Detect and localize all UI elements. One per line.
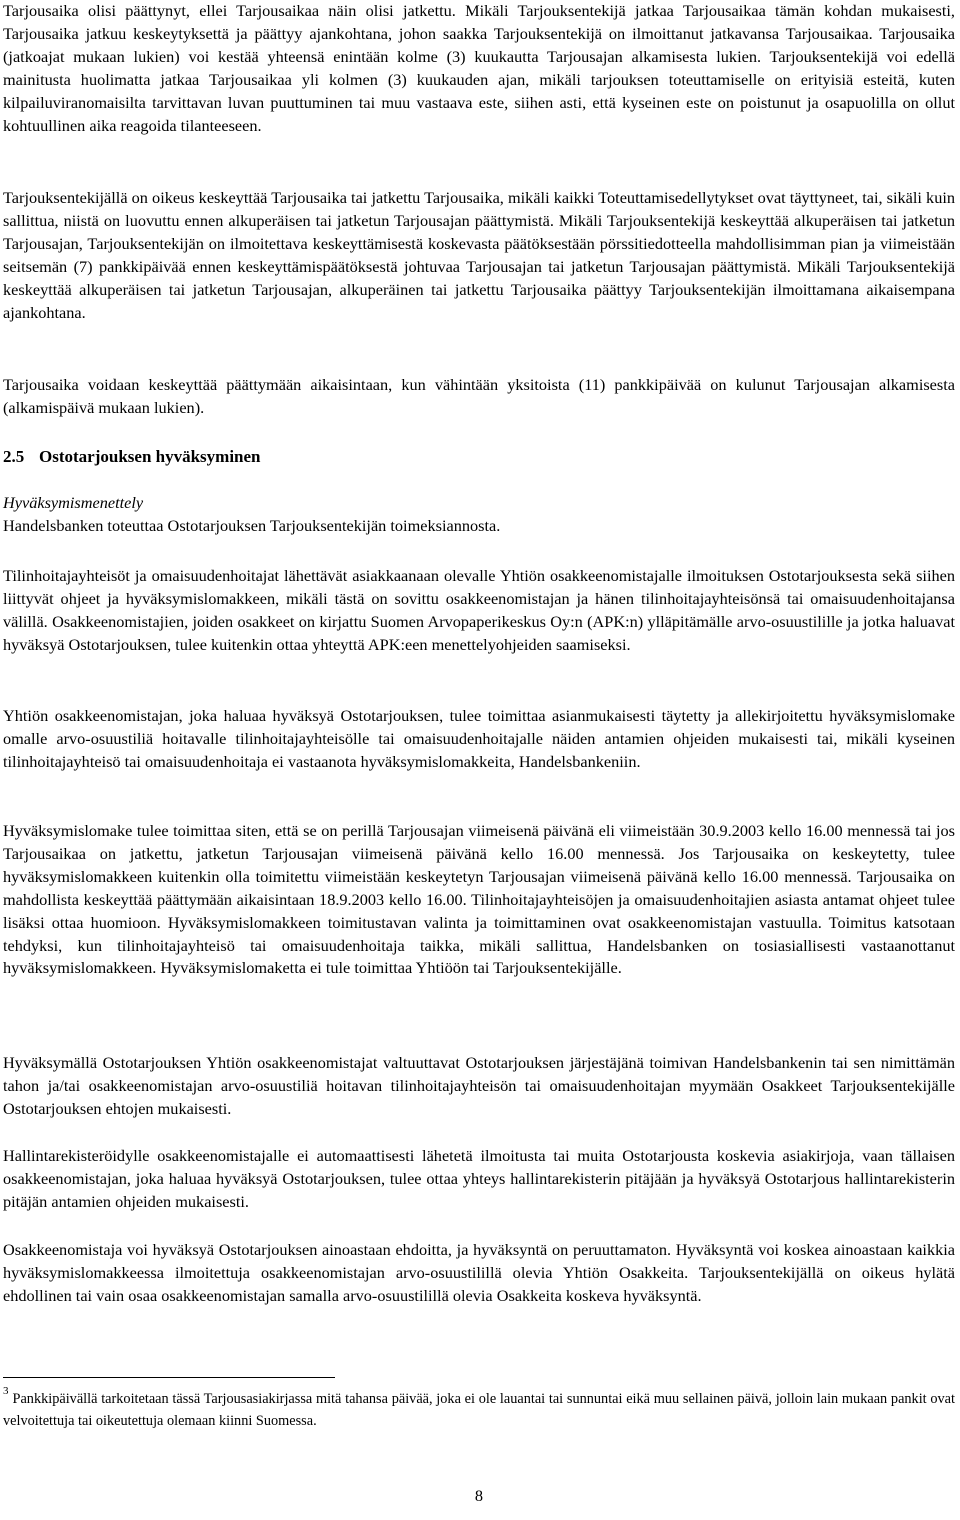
paragraph-custodians: Tilinhoitajayhteisöt ja omaisuudenhoitajat lähettävät asiakkaanaan olevalle Yhtiön osakkeenomistajalle ilmoituksen Ostotarjouksesta sekä siihen liittyvät ohjeet ja hyväksymislomakkeen, mikäli tästä on sovittu osakkeenomistajan ja hänen tilinhoitajayhteisönsä tai omaisuudenhoitajansa välillä. Osakkeenomistajien, joiden osakkeet on kirjattu Suomen Arvopaperikeskus Oy:n (APK:n) ylläpitämälle arvo-osuustilille ja jotka haluavat hyväksyä Ostotarjouksen, tulee kuitenkin ottaa yhteyttä APK:een menettelyohjeiden saamiseksi. <box>3 566 955 654</box>
section-title: Ostotarjouksen hyväksyminen <box>39 447 261 466</box>
section-heading <box>3 445 955 469</box>
footnote-text: Pankkipäivällä tarkoitetaan tässä Tarjousasiakirjassa mitä tahansa päivää, joka ei ole lauantai tai sunnuntai eikä muu sellainen päivä, jolloin lain mukaan pankit ovat velvoitettuja tai oikeutettuja olemaan kiinni Suomessa. <box>3 1391 955 1429</box>
section-number: 2.5 <box>3 447 25 466</box>
subheading-acceptance-procedure: Hyväksymismenettely <box>3 493 144 512</box>
paragraph-interruption-earliest: Tarjousaika voidaan keskeyttää päättymään aikaisintaan, kun vähintään yksitoista (11) pankkipäivää on kulunut Tarjousajan alkamisesta (alkamispäivä mukaan lukien). <box>3 375 955 417</box>
paragraph-unconditional-acceptance: Osakkeenomistaja voi hyväksyä Ostotarjouksen ainoastaan ehdoitta, ja hyväksyntä on peruuttamaton. Hyväksyntä voi koskea ainoastaan kaikkia hyväksymislomakkeessa ilmoitettuja osakkeenomistajan arvo-osuustilillä olevia Yhtiön Osakkeita. Tarjouksentekijällä on oikeus hylätä ehdollinen tai vain osaa osakkeenomistajan samalla arvo-osuustilillä olevia Osakkeita koskeva hyväksyntä. <box>3 1240 955 1305</box>
footnote-separator <box>3 1377 335 1378</box>
paragraph-handelsbanken-mandate: Handelsbanken toteuttaa Ostotarjouksen Tarjouksentekijän toimeksiannosta. <box>3 516 501 535</box>
paragraph-authorization: Hyväksymällä Ostotarjouksen Yhtiön osakkeenomistajat valtuuttavat Ostotarjouksen järjestäjänä toimivan Handelsbankenin tai sen nimittämän tahon ja/tai osakkeenomistajan arvo-osuustiliä hoitavan tilinhoitajayhteisön tai omaisuudenhoitajan myymään Osakkeet Tarjouksentekijälle Ostotarjouksen ehtojen mukaisesti. <box>3 1053 955 1118</box>
paragraph-nominee-registered: Hallintarekisteröidylle osakkeenomistajalle ei automaattisesti lähetetä ilmoitusta tai muita Ostotarjousta koskevia asiakirjoja, vaan tällaisen osakkeenomistajan, joka haluaa hyväksyä Ostotarjouksen, tulee ottaa yhteys hallintarekisterin pitäjään ja hyväksyä Ostotarjous hallintarekisterin pitäjän antamien ohjeiden mukaisesti. <box>3 1146 955 1211</box>
page-number: 8 <box>474 1486 484 1505</box>
paragraph-acceptance-deadline: Hyväksymislomake tulee toimittaa siten, että se on perillä Tarjousajan viimeisenä päivänä eli viimeistään 30.9.2003 kello 16.00 mennessä tai jos Tarjousaikaa on jatkettu, jatketun Tarjousajan viimeisenä päivänä kello 16.00 mennessä. Jos Tarjousaika on keskeytetty, tulee hyväksymislomakkeen kuitenkin olla toimitettu viimeistään keskeytetyn Tarjousajan viimeisenä päivänä kello 16.00 mennessä. Tarjousaika on mahdollista keskeyttää päättymään aikaisintaan 18.9.2003 kello 16.00. Tilinhoitajayhteisöjen ja omaisuudenhoitajien asiasta antamat ohjeet tulee lisäksi ottaa huomioon. Hyväksymislomakkeen toimitustavan valinta ja toimittaminen ovat osakkeenomistajan vastuulla. Toimitus katsotaan tehdyksi, kun tilinhoitajayhteisö tai omaisuudenhoitaja taikka, mikäli sallittua, Handelsbanken on tosiasiallisesti vastaanottanut hyväksymislomakkeen. Hyväksymislomaketta ei tule toimittaa Yhtiöön tai Tarjouksentekijälle. <box>3 821 955 978</box>
footnote <box>3 1381 955 1432</box>
paragraph-tender-period-extension: Tarjousaika olisi päättynyt, ellei Tarjousaikaa näin olisi jatkettu. Mikäli Tarjouksentekijä jatkaa Tarjousaikaa tämän kohdan mukaisesti, Tarjousaika jatkuu keskeytyksettä ja päättyy ajankohtana, johon saakka Tarjouksentekijä on ilmoittanut jatkavansa Tarjousaikaa. Tarjousaika (jatkoajat mukaan lukien) voi kestää yhteensä enintään kolme (3) kuukautta Tarjousajan alkamisesta lukien. Tarjouksentekijä voi edellä mainitusta huolimatta jatkaa Tarjousaikaa yli kolmen (3) kuukauden ajan, mikäli tarjouksen toteuttamiselle on erityisiä esteitä, kuten kilpailuviranomaisilta tarvittavan luvan puuttuminen tai muu vastaava este, siihen asti, että kyseinen este on poistunut ja osapuolilla on ollut kohtuullinen aika reagoida tilanteeseen. <box>3 1 955 135</box>
footnote-marker: 3 <box>3 1385 9 1397</box>
paragraph-acceptance-form-delivery: Yhtiön osakkeenomistajan, joka haluaa hyväksyä Ostotarjouksen, tulee toimittaa asianmukaisesti täytetty ja allekirjoitettu hyväksymislomake omalle arvo-osuustiliä hoitavalle tilinhoitajayhteisölle tai omaisuudenhoitajalle näiden antamien ohjeiden mukaisesti tai, mikäli kyseinen tilinhoitajayhteisö tai omaisuudenhoitaja ei vastaanota hyväksymislomakkeita, Handelsbankeniin. <box>3 706 955 771</box>
paragraph-tender-period-interruption: Tarjouksentekijällä on oikeus keskeyttää Tarjousaika tai jatkettu Tarjousaika, mikäli kaikki Toteuttamisedellytykset ovat täyttyneet, tai, sikäli kuin sallittua, niistä on luovuttu ennen alkuperäisen tai jatketun Tarjousajan päättymistä. Mikäli Tarjouksentekijä keskeyttää alkuperäisen tai jatketun Tarjousajan, Tarjouksentekijän on ilmoitettava keskeyttämisestä koskevasta päätöksestään pörssitiedotteella mahdollisimman pian ja viimeistään seitsemän (7) pankkipäivää ennen keskeyttämispäätöksestä johtuvaa Tarjousajan tai jatketun Tarjousajan päättymistä. Mikäli Tarjouksentekijä keskeyttää alkuperäisen tai jatketun Tarjousajan, alkuperäinen tai jatkettu Tarjousaika päättyy Tarjouksentekijän ilmoittamana aikaisempana ajankohtana. <box>3 188 955 322</box>
document-page <box>3 0 955 1520</box>
